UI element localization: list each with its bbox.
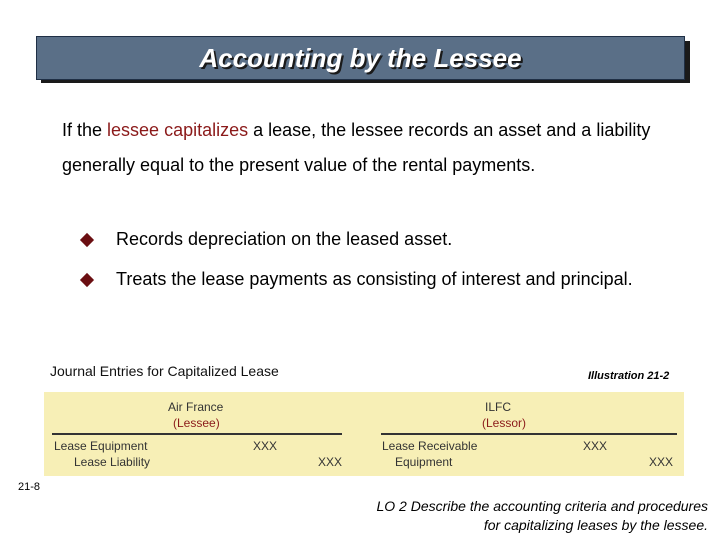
- lessee-rule: [52, 433, 342, 435]
- slide-title: Accounting by the Lessee: [199, 42, 522, 73]
- illustration-number: Illustration 21-2: [588, 370, 670, 382]
- journal-caption: Journal Entries for Capitalized Lease: [50, 363, 279, 379]
- lessor-debit-account: Lease Receivable: [382, 439, 478, 453]
- bullet-text-2: Treats the lease payments as consisting of interest and principal.: [116, 269, 633, 289]
- learning-objective-line-2: for capitalizing leases by the lessee.: [483, 517, 708, 533]
- intro-text-start: If the: [62, 120, 108, 140]
- title-banner: [36, 36, 685, 80]
- lessee-label: (Lessee): [173, 416, 220, 430]
- learning-objective: [268, 497, 708, 535]
- lessee-credit-account: Lease Liability: [74, 455, 151, 469]
- learning-objective-line-1: LO 2 Describe the accounting criteria and procedures: [376, 498, 708, 514]
- intro-highlight: lessee capitalizes: [107, 120, 249, 140]
- journal-entries-panel: [44, 392, 684, 476]
- lessee-credit-amount: XXX: [318, 455, 343, 469]
- lessor-debit-amount: XXX: [583, 439, 608, 453]
- lessor-label: (Lessor): [482, 416, 527, 430]
- lessee-debit-account: Lease Equipment: [54, 439, 148, 453]
- intro-paragraph: [62, 113, 662, 183]
- bullet-diamond-icon: [80, 233, 94, 247]
- lessor-credit-account: Equipment: [395, 455, 453, 469]
- lessor-rule: [381, 433, 677, 435]
- slide-number: 21-8: [18, 481, 41, 493]
- intro-text-end: a lease, the lessee records an asset and a liability generally equal to the present value of the rental payments.: [62, 120, 651, 175]
- lessee-debit-amount: XXX: [253, 439, 278, 453]
- lessor-company: ILFC: [485, 400, 512, 414]
- lessee-company: Air France: [168, 400, 224, 414]
- bullet-diamond-icon: [80, 273, 94, 287]
- bullet-text-1: Records depreciation on the leased asset.: [116, 229, 453, 249]
- lessor-credit-amount: XXX: [649, 455, 674, 469]
